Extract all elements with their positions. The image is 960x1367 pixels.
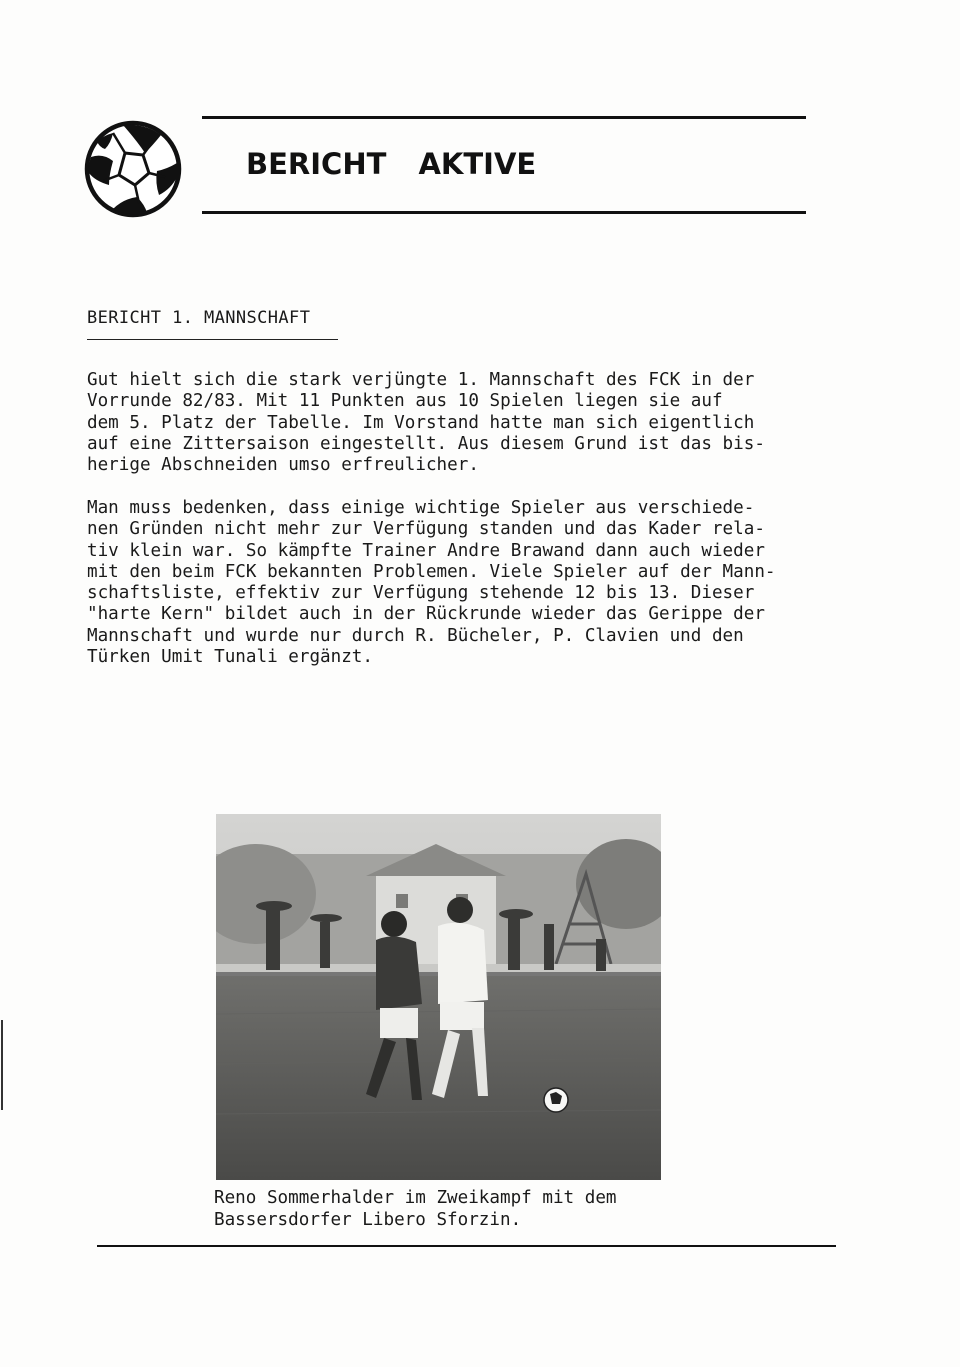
text-line: dem 5. Platz der Tabelle. Im Vorstand hatte man sich eigentlich [87, 412, 755, 433]
text-line: "harte Kern" bildet auch in der Rückrunde wieder das Gerippe der [87, 604, 765, 625]
binding-mark [1, 1020, 3, 1110]
section-heading: BERICHT 1. MANNSCHAFT [87, 308, 311, 328]
text-line: Man muss bedenken, dass einige wichtige Spieler aus verschiede- [87, 498, 755, 518]
caption-line: Reno Sommerhalder im Zweikampf mit dem [214, 1188, 617, 1208]
text-line: auf eine Zittersaison eingestellt. Aus diesem Grund ist das bis- [87, 433, 765, 454]
text-line: mit den beim FCK bekannten Problemen. Viele Spieler auf der Mann- [87, 561, 776, 582]
footer-rule [97, 1245, 836, 1247]
soccer-ball-icon [83, 119, 183, 219]
paragraph-1 [87, 370, 765, 476]
text-line: Gut hielt sich die stark verjüngte 1. Mannschaft des FCK in der [87, 370, 755, 390]
paragraph-2 [87, 498, 776, 668]
text-line: Türken Umit Tunali ergänzt. [87, 647, 373, 668]
caption-line: Bassersdorfer Libero Sforzin. [214, 1210, 522, 1230]
text-line: Mannschaft und wurde nur durch R. Bücheler, P. Clavien und den [87, 625, 744, 646]
text-line: herige Abschneiden umso erfreulicher. [87, 455, 479, 476]
text-line: Vorrunde 82/83. Mit 11 Punkten aus 10 Spielen liegen sie auf [87, 391, 723, 412]
text-line: schaftsliste, effektiv zur Verfügung stehende 12 bis 13. Dieser [87, 583, 755, 604]
header-rule-top [202, 116, 806, 119]
text-line: tiv klein war. So kämpfte Trainer Andre Brawand dann auch wieder [87, 540, 765, 561]
match-photo [216, 814, 661, 1180]
text-line: nen Gründen nicht mehr zur Verfügung standen und das Kader rela- [87, 519, 765, 540]
section-heading-underline [87, 339, 338, 340]
photo-caption [214, 1187, 617, 1231]
header-rule-bottom [202, 211, 806, 214]
page-title: BERICHT AKTIVE [246, 147, 537, 181]
